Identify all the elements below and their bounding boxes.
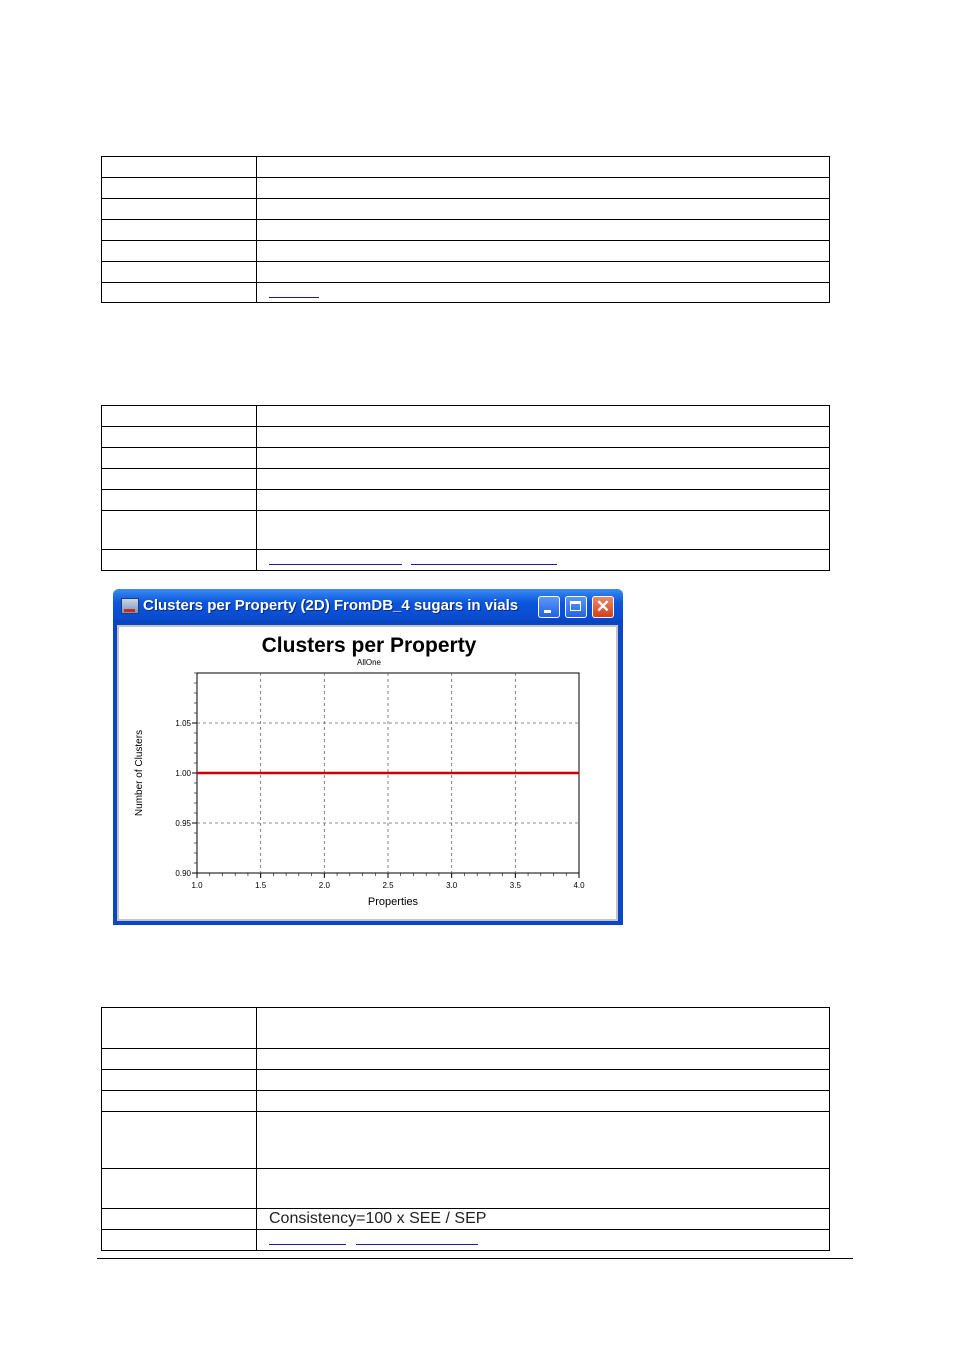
window-title: Clusters per Property (2D) FromDB_4 sugars in vials xyxy=(143,597,519,614)
table-cell xyxy=(257,511,830,550)
table-cell xyxy=(102,1169,257,1209)
y-axis-label: Number of Clusters xyxy=(134,729,145,817)
table-cell xyxy=(257,220,830,241)
chart-area xyxy=(117,625,618,921)
table-cell xyxy=(257,1230,830,1251)
table-cell xyxy=(257,406,830,427)
y-tick-label: 0.95 xyxy=(175,819,191,828)
chart xyxy=(119,627,616,919)
close-icon: ✕ xyxy=(595,597,611,616)
footer-rule xyxy=(97,1258,853,1259)
table-cell xyxy=(102,241,257,262)
table-cell xyxy=(102,406,257,427)
minimize-button[interactable] xyxy=(538,596,560,618)
x-tick-label: 4.0 xyxy=(573,881,585,890)
x-tick-label: 2.5 xyxy=(382,881,394,890)
table-cell xyxy=(102,262,257,283)
link[interactable] xyxy=(411,564,557,565)
table-cell xyxy=(257,469,830,490)
table-2 xyxy=(101,405,830,571)
table-cell xyxy=(102,550,257,571)
table-cell xyxy=(102,427,257,448)
table-cell xyxy=(102,220,257,241)
table-cell xyxy=(257,262,830,283)
table-cell xyxy=(102,199,257,220)
link[interactable] xyxy=(269,564,402,565)
table-cell xyxy=(102,1112,257,1169)
minimize-icon xyxy=(544,610,551,613)
table-cell xyxy=(102,1070,257,1091)
table-cell xyxy=(102,1008,257,1049)
table-1 xyxy=(101,156,830,303)
chart-window xyxy=(113,589,623,925)
table-cell xyxy=(257,1008,830,1049)
x-tick-label: 1.5 xyxy=(255,881,267,890)
table-cell xyxy=(257,448,830,469)
table-cell xyxy=(102,1230,257,1251)
y-tick-label: 1.05 xyxy=(175,719,191,728)
x-tick-label: 1.0 xyxy=(191,881,203,890)
table-cell xyxy=(257,199,830,220)
table-cell xyxy=(257,1209,830,1230)
y-tick-label: 0.90 xyxy=(175,869,191,878)
y-tick-label: 1.00 xyxy=(175,769,191,778)
table-cell xyxy=(257,1112,830,1169)
table-cell xyxy=(257,1070,830,1091)
link[interactable] xyxy=(356,1244,478,1245)
chart-app-icon[interactable] xyxy=(121,598,139,614)
x-axis-label: Properties xyxy=(367,896,419,908)
x-tick-label: 3.5 xyxy=(509,881,521,890)
link[interactable] xyxy=(269,1244,346,1245)
table-cell xyxy=(102,283,257,303)
table-cell xyxy=(102,1049,257,1070)
window-title-bar[interactable] xyxy=(113,589,623,623)
chart-subtitle: AllOne xyxy=(356,658,382,667)
table-cell xyxy=(102,448,257,469)
table-cell xyxy=(102,1091,257,1112)
link[interactable] xyxy=(269,297,319,298)
x-tick-label: 3.0 xyxy=(446,881,458,890)
table-cell xyxy=(102,490,257,511)
table-cell xyxy=(257,178,830,199)
formula: Consistency=100 x SEE / SEP xyxy=(269,1210,487,1227)
maximize-button[interactable] xyxy=(565,596,587,618)
table-cell xyxy=(257,1049,830,1070)
table-cell xyxy=(102,178,257,199)
maximize-icon xyxy=(570,601,581,611)
chart-title: Clusters per Property xyxy=(261,634,477,657)
table-cell xyxy=(102,1209,257,1230)
x-tick-label: 2.0 xyxy=(318,881,330,890)
table-cell xyxy=(257,427,830,448)
table-cell xyxy=(257,1091,830,1112)
table-cell xyxy=(102,511,257,550)
table-cell xyxy=(257,1169,830,1209)
table-cell xyxy=(257,241,830,262)
table-cell xyxy=(102,469,257,490)
table-cell xyxy=(257,283,830,303)
close-button[interactable] xyxy=(592,596,614,618)
table-3 xyxy=(101,1007,830,1251)
table-cell xyxy=(257,490,830,511)
table-cell xyxy=(257,157,830,178)
table-cell xyxy=(102,157,257,178)
table-cell xyxy=(257,550,830,571)
